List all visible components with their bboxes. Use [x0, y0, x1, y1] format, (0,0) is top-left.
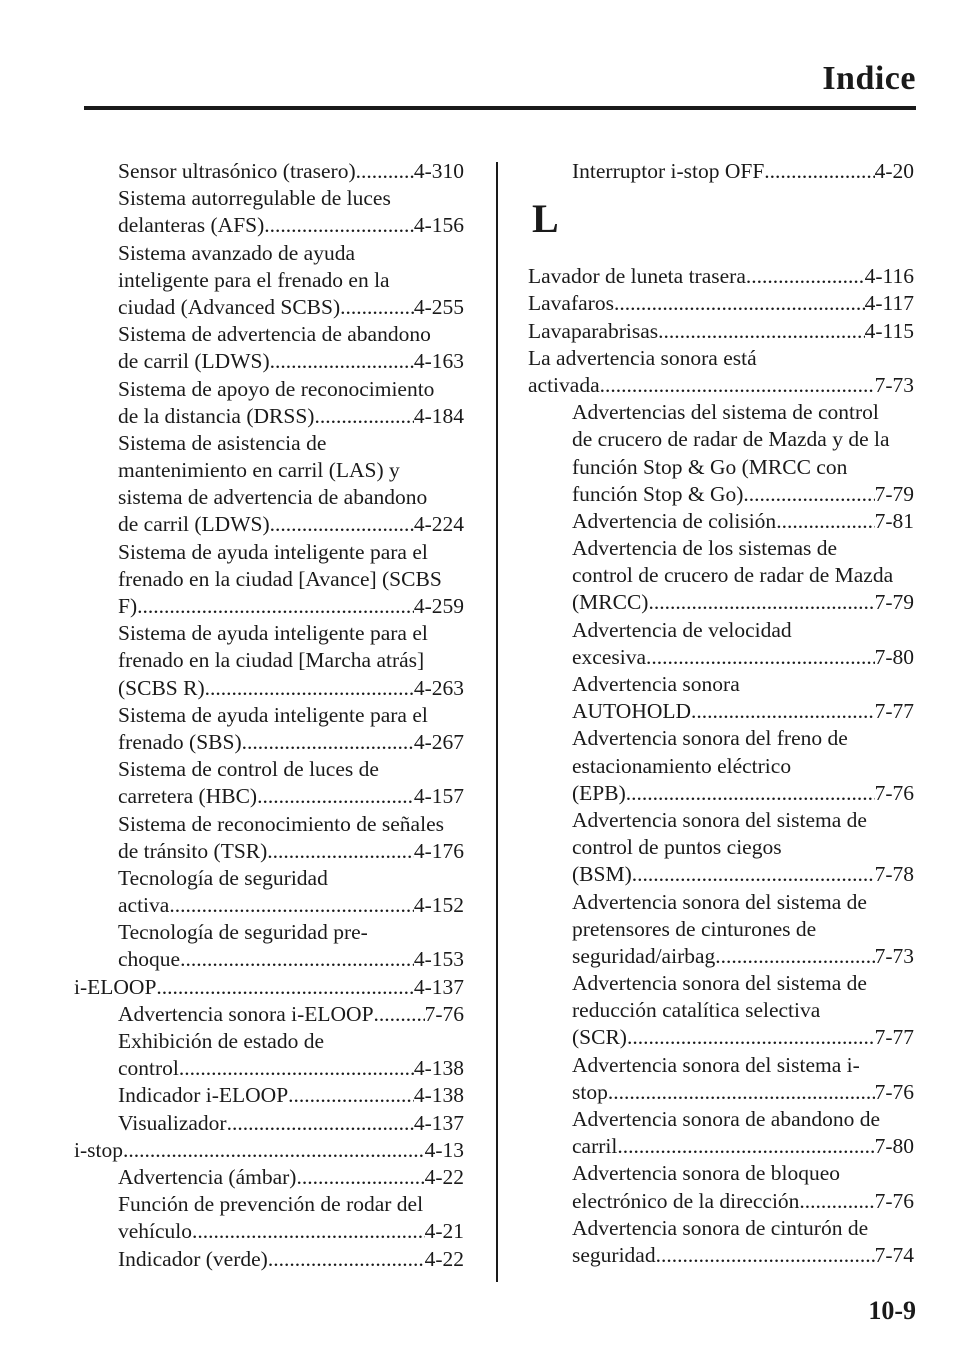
index-entry-line: pretensores de cinturones de [572, 916, 817, 941]
dot-leader [227, 1110, 414, 1137]
page-reference: 7-73 [874, 372, 914, 397]
entry-text: excesiva [572, 644, 647, 669]
index-entry-line: reducción catalítica selectiva [572, 998, 821, 1023]
index-entry[interactable] [528, 481, 914, 508]
page-reference: 4-137 [413, 1110, 464, 1135]
page-reference: 7-80 [874, 644, 914, 669]
dot-leader [179, 1055, 414, 1082]
column-divider [496, 162, 498, 1282]
page-number: 10-9 [868, 1296, 916, 1325]
index-entry-line: Sistema de apoyo de reconocimiento [118, 376, 435, 401]
index-entry[interactable] [74, 1001, 464, 1028]
entry-text: Advertencia (ámbar) [118, 1164, 297, 1189]
page-reference: 7-78 [874, 862, 914, 887]
entry-text: i-ELOOP [74, 974, 157, 999]
index-entry-line: frenado en la ciudad [Marcha atrás] [118, 648, 425, 673]
index-entry-line: Advertencia de velocidad [572, 617, 792, 642]
index-entry[interactable] [528, 589, 914, 616]
index-entry[interactable] [74, 403, 464, 430]
index-entry[interactable] [528, 1024, 914, 1051]
index-entry-line: Sistema autorregulable de luces [118, 186, 391, 211]
index-entry[interactable] [74, 892, 464, 919]
index-entry-line: Advertencia sonora del sistema de [572, 807, 867, 832]
index-entry[interactable] [74, 783, 464, 810]
dot-leader [192, 1218, 425, 1245]
index-entry[interactable] [528, 943, 914, 970]
page-reference: 4-152 [413, 893, 464, 918]
page-reference: 4-259 [413, 594, 464, 618]
entry-text: Advertencia sonora i-ELOOP [118, 1001, 374, 1026]
index-entry[interactable] [528, 508, 914, 535]
entry-text: Advertencia de colisión [572, 508, 777, 533]
index-entry-line: de crucero de radar de Mazda y de la [572, 427, 890, 452]
dot-leader [764, 158, 874, 185]
dot-leader [296, 1164, 424, 1191]
dot-leader [715, 943, 874, 970]
index-entry-line: Advertencia sonora del freno de [572, 726, 848, 751]
page-reference: 4-267 [413, 729, 464, 754]
dot-leader [691, 698, 875, 725]
index-entry-line: estacionamiento eléctrico [572, 753, 792, 778]
index-entry[interactable] [528, 644, 914, 671]
index-entry-line: Advertencia sonora del sistema de [572, 889, 867, 914]
entry-text: Sensor ultrasónico (trasero) [118, 159, 356, 183]
page-reference: 4-163 [413, 349, 464, 374]
dot-leader [264, 212, 414, 239]
page-reference: 4-255 [413, 294, 464, 319]
entry-text: (BSM) [572, 862, 632, 887]
dot-leader [658, 318, 865, 345]
page-reference: 4-157 [413, 784, 464, 809]
index-entry-line: Advertencia sonora [572, 672, 740, 696]
index-entry-line: Sistema de advertencia de abandono [118, 322, 431, 347]
entry-text: choque [118, 947, 181, 972]
page-reference: 4-116 [864, 264, 914, 289]
index-entry-line: control de puntos ciegos [572, 835, 782, 860]
index-entry-line: La advertencia sonora está [528, 345, 757, 370]
index-entry[interactable] [74, 348, 464, 375]
dot-leader [648, 589, 874, 616]
page-reference: 7-73 [874, 943, 914, 968]
index-entry-line: Advertencias del sistema de control [572, 400, 879, 425]
dot-leader [374, 1001, 425, 1028]
index-entry-line: Advertencia sonora de bloqueo [572, 1161, 841, 1186]
page-reference: 4-138 [413, 1056, 464, 1081]
dot-leader [169, 892, 414, 919]
dot-leader [656, 1242, 875, 1269]
entry-text: carril [572, 1134, 618, 1159]
index-entry-line: función Stop & Go (MRCC con [572, 454, 848, 479]
index-entry-line: Sistema avanzado de ayuda [118, 240, 356, 265]
dot-leader [268, 1246, 425, 1273]
dot-leader [314, 403, 413, 430]
index-entry[interactable] [74, 838, 464, 865]
dot-leader [270, 348, 414, 375]
page-reference: 7-76 [424, 1001, 464, 1026]
index-entry-line: Sistema de ayuda inteligente para el [118, 621, 428, 646]
page-reference: 4-224 [413, 512, 464, 537]
index-entry[interactable] [74, 1218, 464, 1245]
index-entry-line: Sistema de asistencia de [118, 430, 327, 455]
page-reference: 4-22 [424, 1246, 464, 1271]
page-reference: 7-76 [874, 780, 914, 805]
index-entry[interactable] [528, 263, 914, 290]
page-reference: 4-21 [424, 1219, 464, 1244]
entry-text: Lavaparabrisas [528, 318, 659, 343]
page-reference: 4-184 [413, 403, 464, 428]
index-entry[interactable] [528, 1079, 914, 1106]
entry-text: Interruptor i-stop OFF [572, 159, 765, 183]
dot-leader [646, 644, 875, 671]
page-reference: 4-117 [864, 291, 914, 316]
index-entry-line: Advertencia de los sistemas de [572, 536, 838, 561]
dot-leader [340, 294, 414, 321]
index-entry[interactable] [528, 1188, 914, 1215]
entry-text: (SCR) [572, 1025, 627, 1050]
index-entry-line: frenado en la ciudad [Avance] (SCBS [118, 566, 442, 591]
entry-text: Visualizador [118, 1110, 227, 1135]
index-entry[interactable] [74, 294, 464, 321]
dot-leader [123, 1137, 425, 1164]
index-entry[interactable] [74, 158, 464, 185]
index-entry[interactable] [74, 1055, 464, 1082]
index-entry[interactable] [528, 698, 914, 725]
dot-leader [746, 263, 865, 290]
index-entry[interactable] [74, 1082, 464, 1109]
dot-leader [600, 372, 875, 399]
dot-leader [180, 946, 414, 973]
page-reference: 7-81 [874, 508, 914, 533]
dot-leader [626, 780, 875, 807]
entry-text: i-stop [74, 1137, 123, 1162]
index-entry[interactable] [528, 158, 914, 185]
page-reference: 4-153 [413, 947, 464, 972]
entry-text: Indicador i-ELOOP [118, 1083, 289, 1108]
page-reference: 4-20 [874, 159, 914, 183]
index-entry-line: Advertencia sonora de cinturón de [572, 1215, 869, 1240]
index-entry[interactable] [74, 675, 464, 702]
index-entry-line: control de crucero de radar de Mazda [572, 563, 894, 588]
entry-text: Indicador (verde) [118, 1246, 268, 1271]
dot-leader [776, 508, 874, 535]
dot-leader [617, 1133, 874, 1160]
entry-text: función Stop & Go) [572, 481, 744, 506]
entry-text: delanteras (AFS) [118, 213, 265, 238]
page-reference: 4-13 [424, 1137, 464, 1162]
index-entry[interactable] [528, 780, 914, 807]
entry-text: frenado (SBS) [118, 729, 242, 754]
page-reference: 7-80 [874, 1134, 914, 1159]
page-reference: 7-79 [874, 481, 914, 506]
entry-text: (MRCC) [572, 590, 649, 615]
index-entry[interactable] [74, 212, 464, 239]
entry-text: ciudad (Advanced SCBS) [118, 294, 341, 319]
page-reference: 7-74 [874, 1242, 914, 1267]
index-entry-line: Sistema de ayuda inteligente para el [118, 702, 428, 727]
dot-leader [267, 838, 414, 865]
dot-leader [288, 1082, 414, 1109]
dot-leader [137, 593, 414, 620]
page-reference: 7-76 [874, 1188, 914, 1213]
dot-leader [242, 729, 414, 756]
index-entry-line: Advertencia sonora del sistema de [572, 971, 867, 996]
page-reference: 4-263 [413, 675, 464, 700]
dot-leader [608, 1079, 875, 1106]
dot-leader [156, 974, 413, 1001]
entry-text: (SCBS R) [118, 675, 205, 700]
index-entry-line: Sistema de ayuda inteligente para el [118, 539, 428, 564]
index-entry-line: Función de prevención de rodar del [118, 1192, 424, 1217]
index-entry[interactable] [74, 1137, 464, 1164]
dot-leader [356, 158, 414, 185]
entry-text: activa [118, 893, 170, 918]
index-column-left [74, 158, 464, 1273]
index-entry[interactable] [528, 861, 914, 888]
index-entry[interactable] [74, 729, 464, 756]
page-reference: 7-77 [874, 699, 914, 724]
entry-text: Lavafaros [528, 291, 614, 316]
index-entry[interactable] [74, 593, 464, 620]
index-entry[interactable] [74, 946, 464, 973]
entry-text: seguridad/airbag [572, 943, 716, 968]
index-entry-line: inteligente para el frenado en la [118, 267, 390, 292]
entry-text: de carril (LDWS) [118, 512, 270, 537]
dot-leader [627, 1024, 875, 1051]
entry-text: de la distancia (DRSS) [118, 403, 315, 428]
entry-text: seguridad [572, 1242, 656, 1267]
index-entry-line: Exhibición de estado de [118, 1029, 324, 1053]
index-entry-line: mantenimiento en carril (LAS) y [118, 458, 400, 483]
index-entry-line: Tecnología de seguridad [118, 865, 328, 890]
dot-leader [632, 861, 875, 888]
dot-leader [743, 481, 874, 508]
index-entry[interactable] [74, 974, 464, 1001]
entry-text: stop [572, 1079, 608, 1104]
entry-text: AUTOHOLD [572, 699, 692, 724]
entry-text: (EPB) [572, 780, 626, 805]
dot-leader [205, 675, 414, 702]
page-reference: 4-310 [413, 159, 464, 183]
dot-leader [270, 511, 414, 538]
index-entry[interactable] [528, 318, 914, 345]
entry-text: vehículo [118, 1219, 193, 1244]
page-reference: 7-79 [874, 590, 914, 615]
index-entry-line: Advertencia sonora de abandono de [572, 1107, 881, 1131]
index-entry-line: Advertencia sonora del sistema i- [572, 1052, 860, 1077]
index-entry-line: Sistema de control de luces de [118, 757, 379, 782]
index-entry-line: Sistema de reconocimiento de señales [118, 811, 444, 836]
page-reference: 7-77 [874, 1025, 914, 1050]
index-entry[interactable] [74, 1246, 464, 1273]
entry-text: Lavador de luneta trasera [528, 264, 746, 289]
section-letter: L [532, 196, 559, 242]
index-entry[interactable] [528, 372, 914, 399]
dot-leader [799, 1188, 874, 1215]
index-entry[interactable] [74, 511, 464, 538]
page-reference: 4-138 [413, 1083, 464, 1108]
entry-text: carretera (HBC) [118, 784, 258, 809]
entry-text: de tránsito (TSR) [118, 838, 268, 863]
entry-text: de carril (LDWS) [118, 349, 270, 374]
dot-leader [614, 290, 865, 317]
index-entry[interactable] [74, 1164, 464, 1191]
dot-leader [257, 783, 414, 810]
index-entry[interactable] [528, 1133, 914, 1160]
page-reference: 4-176 [413, 838, 464, 863]
index-column-right [528, 158, 914, 1269]
entry-text: activada [528, 372, 600, 397]
entry-text: control [118, 1056, 179, 1081]
page-reference: 7-76 [874, 1079, 914, 1104]
entry-text: electrónico de la dirección [572, 1188, 800, 1213]
index-entry[interactable] [528, 1242, 914, 1269]
index-entry[interactable] [528, 290, 914, 317]
page-title: Indice [822, 60, 916, 97]
page-reference: 4-137 [413, 974, 464, 999]
page-reference: 4-22 [424, 1164, 464, 1189]
index-entry-line: sistema de advertencia de abandono [118, 485, 428, 510]
index-entry[interactable] [74, 1110, 464, 1137]
header-rule [84, 106, 916, 110]
entry-text: F) [118, 594, 138, 618]
index-entry-line: Tecnología de seguridad pre- [118, 920, 368, 945]
page-reference: 4-115 [864, 318, 914, 343]
page-reference: 4-156 [413, 213, 464, 238]
